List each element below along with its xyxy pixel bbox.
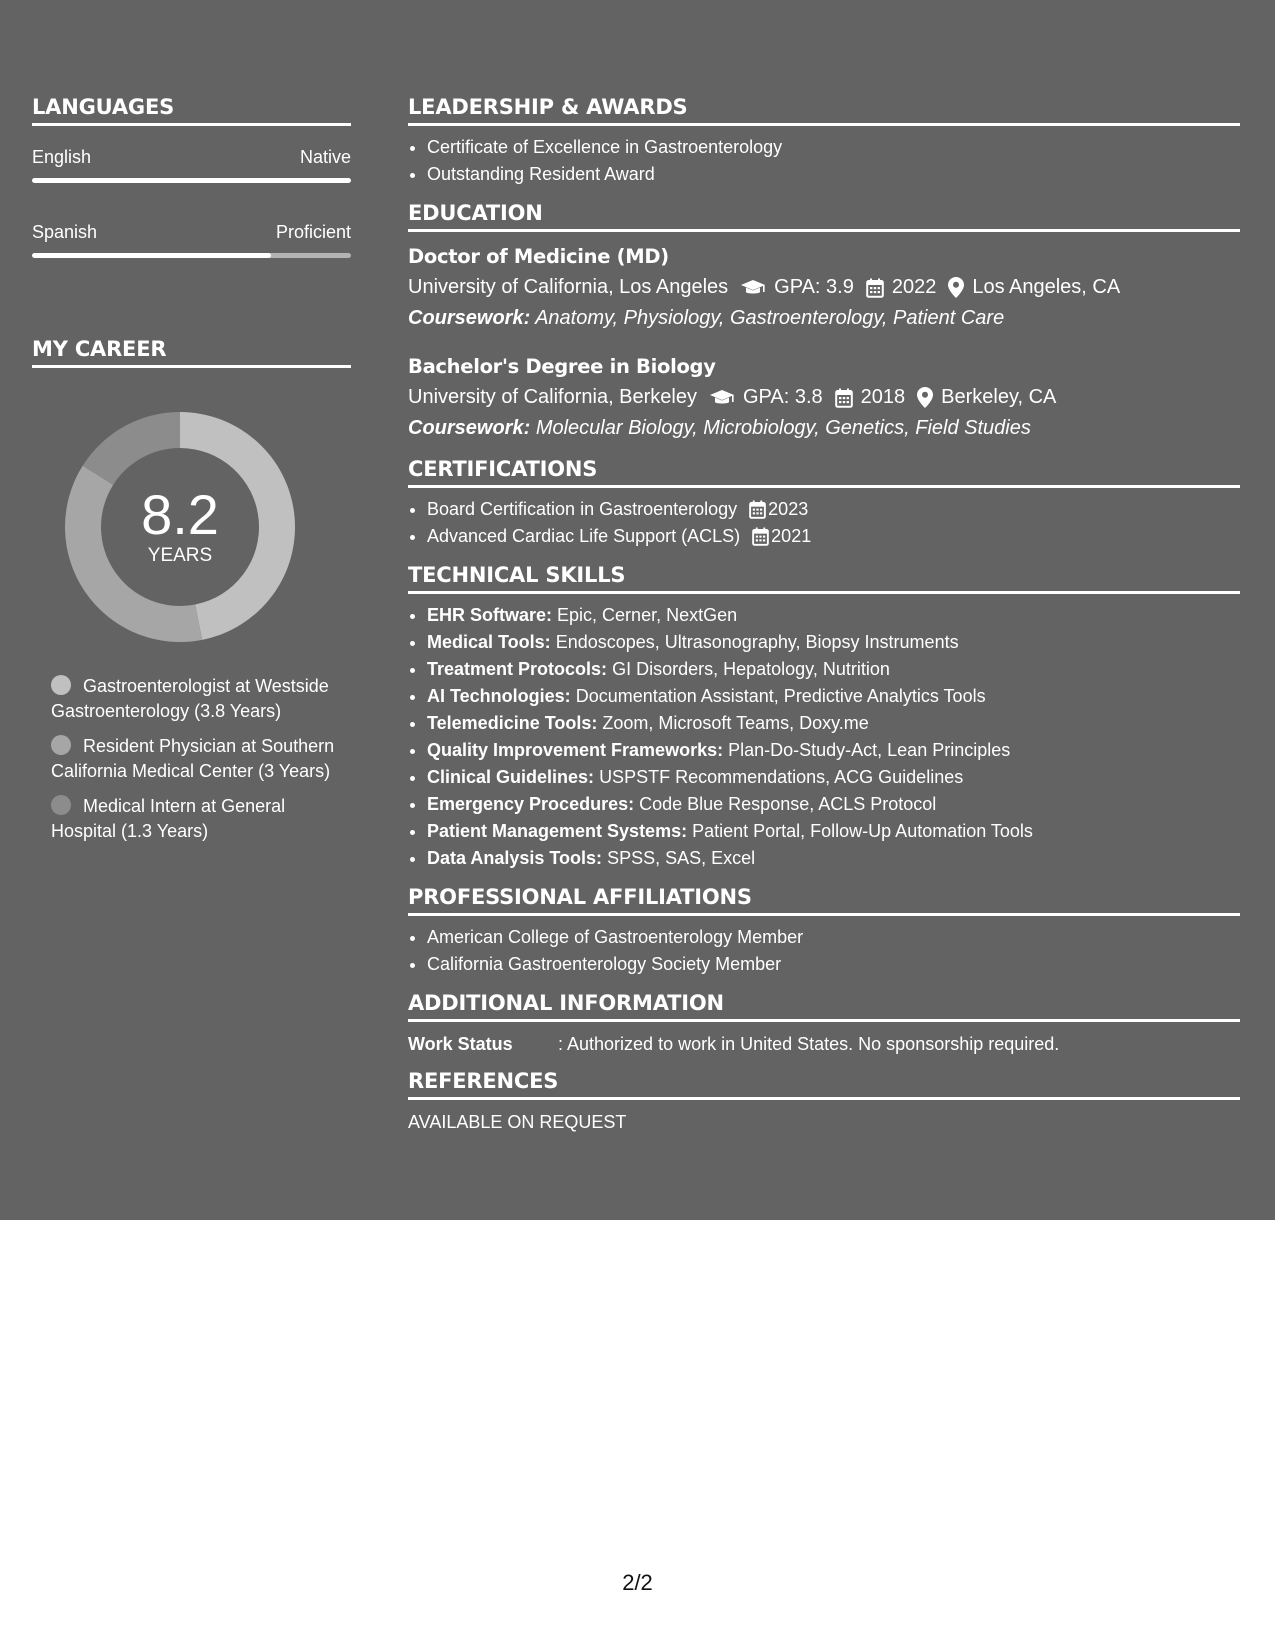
legend-dot-icon: [51, 795, 71, 815]
coursework-label: Coursework:: [408, 307, 531, 329]
education-section: [408, 202, 1240, 444]
languages-title: LANGUAGES: [32, 96, 351, 126]
education-item: [408, 242, 1240, 334]
career-title: MY CAREER: [32, 338, 351, 368]
certification-name: • Board Certification in Gastroenterology: [427, 499, 738, 519]
references-title: REFERENCES: [408, 1070, 1240, 1100]
graduation-year: 2018: [860, 386, 906, 408]
language-level: Proficient: [275, 222, 351, 242]
coursework: [408, 303, 1240, 334]
skill-value: Plan-Do-Study-Act, Lean Principles: [728, 740, 1011, 760]
calendar-icon: [835, 388, 853, 408]
graduation-year: 2022: [891, 276, 937, 298]
skill-label: Quality Improvement Frameworks:: [427, 740, 724, 760]
skill-value: Endoscopes, Ultrasonography, Biopsy Instruments: [555, 632, 959, 652]
language-bar-fill: [32, 178, 351, 183]
list-item: • California Gastroenterology Society Member: [427, 951, 1240, 978]
skill-item: [427, 602, 1240, 629]
legend-dot-icon: [51, 735, 71, 755]
certification-year: 2021: [771, 526, 812, 546]
skill-item: [427, 764, 1240, 791]
skill-label: AI Technologies:: [427, 686, 571, 706]
career-donut-chart: [65, 412, 295, 642]
career-legend-label: Gastroenterologist at Westside Gastroenterology (3.8 Years): [51, 676, 329, 721]
skill-item: [427, 737, 1240, 764]
language-name: English: [32, 147, 92, 167]
gpa: GPA: 3.9: [774, 276, 854, 298]
location: Berkeley, CA: [941, 386, 1057, 408]
skill-label: Data Analysis Tools:: [427, 848, 603, 868]
skill-value: Code Blue Response, ACLS Protocol: [639, 794, 937, 814]
list-item: • Outstanding Resident Award: [427, 161, 1240, 188]
leadership-title: LEADERSHIP & AWARDS: [408, 96, 1240, 126]
career-legend-item: [51, 674, 341, 724]
skill-value: Patient Portal, Follow-Up Automation Tools: [692, 821, 1033, 841]
additional-section: [408, 992, 1240, 1056]
references-section: [408, 1070, 1240, 1134]
list-item: • Certificate of Excellence in Gastroenterology: [427, 134, 1240, 161]
career-legend-item: [51, 734, 341, 784]
additional-title: ADDITIONAL INFORMATION: [408, 992, 1240, 1022]
skill-value: GI Disorders, Hepatology, Nutrition: [612, 659, 890, 679]
skill-label: Medical Tools:: [427, 632, 551, 652]
skill-item: [427, 845, 1240, 872]
legend-dot-icon: [51, 675, 71, 695]
graduation-cap-icon: [709, 389, 735, 407]
skill-label: EHR Software:: [427, 605, 553, 625]
skill-value: Epic, Cerner, NextGen: [557, 605, 738, 625]
skill-label: Treatment Protocols:: [427, 659, 608, 679]
page-number: 2/2: [622, 1570, 653, 1595]
skill-item: [427, 629, 1240, 656]
affiliations-section: [408, 886, 1240, 978]
career-total-value: 8.2: [141, 483, 219, 546]
certification-item: [427, 523, 1240, 550]
coursework: [408, 413, 1240, 444]
gpa: GPA: 3.8: [743, 386, 823, 408]
language-name: Spanish: [32, 222, 98, 242]
skill-item: [427, 656, 1240, 683]
list-item: • American College of Gastroenterology Member: [427, 924, 1240, 951]
degree: Doctor of Medicine (MD): [408, 245, 669, 268]
skill-label: Telemedicine Tools:: [427, 713, 598, 733]
skill-item: [427, 683, 1240, 710]
graduation-cap-icon: [740, 279, 766, 297]
education-title: EDUCATION: [408, 202, 1240, 232]
affiliations-title: PROFESSIONAL AFFILIATIONS: [408, 886, 1240, 916]
career-legend-label: Medical Intern at General Hospital (1.3 Years): [51, 796, 286, 841]
work-status-label: Work Status: [408, 1034, 513, 1054]
location-pin-icon: [917, 387, 933, 408]
certification-year: 2023: [768, 499, 809, 519]
language-item: [32, 221, 351, 258]
language-bar: [32, 253, 351, 258]
education-item: [408, 352, 1240, 444]
leadership-section: [408, 96, 1240, 188]
calendar-icon: [866, 278, 884, 298]
career-total-unit: YEARS: [147, 545, 213, 566]
career-legend-label: Resident Physician at Southern California Medical Center (3 Years): [51, 736, 335, 781]
skills-section: [408, 564, 1240, 872]
skill-value: Documentation Assistant, Predictive Analytics Tools: [575, 686, 986, 706]
skill-value: USPSTF Recommendations, ACG Guidelines: [599, 767, 964, 787]
skills-title: TECHNICAL SKILLS: [408, 564, 1240, 594]
certifications-title: CERTIFICATIONS: [408, 458, 1240, 488]
language-level: Native: [299, 147, 351, 167]
certification-item: [427, 496, 1240, 523]
skill-label: Emergency Procedures:: [427, 794, 635, 814]
work-status-value: : Authorized to work in United States. No sponsorship required.: [558, 1034, 1060, 1054]
language-bar-fill: [32, 253, 271, 258]
sidebar: [32, 96, 351, 854]
certifications-section: [408, 458, 1240, 550]
school: University of California, Los Angeles: [408, 276, 729, 298]
skill-item: [427, 710, 1240, 737]
skill-label: Patient Management Systems:: [427, 821, 688, 841]
skill-value: SPSS, SAS, Excel: [607, 848, 756, 868]
skill-item: [427, 818, 1240, 845]
calendar-icon: [752, 527, 769, 546]
skill-item: [427, 791, 1240, 818]
degree: Bachelor's Degree in Biology: [408, 355, 716, 378]
location: Los Angeles, CA: [972, 276, 1121, 298]
skill-value: Zoom, Microsoft Teams, Doxy.me: [602, 713, 869, 733]
certification-name: • Advanced Cardiac Life Support (ACLS): [427, 526, 741, 546]
calendar-icon: [749, 500, 766, 519]
skill-label: Clinical Guidelines:: [427, 767, 595, 787]
references-text: AVAILABLE ON REQUEST: [408, 1112, 627, 1132]
coursework-value: Molecular Biology, Microbiology, Genetics, Field Studies: [535, 417, 1031, 439]
career-legend: [51, 674, 341, 844]
language-item: [32, 146, 351, 183]
main-column: [408, 96, 1240, 1148]
coursework-value: Anatomy, Physiology, Gastroenterology, Patient Care: [535, 307, 1005, 329]
language-bar: [32, 178, 351, 183]
school: University of California, Berkeley: [408, 386, 697, 408]
career-legend-item: [51, 794, 341, 844]
coursework-label: Coursework:: [408, 417, 531, 439]
location-pin-icon: [948, 277, 964, 298]
